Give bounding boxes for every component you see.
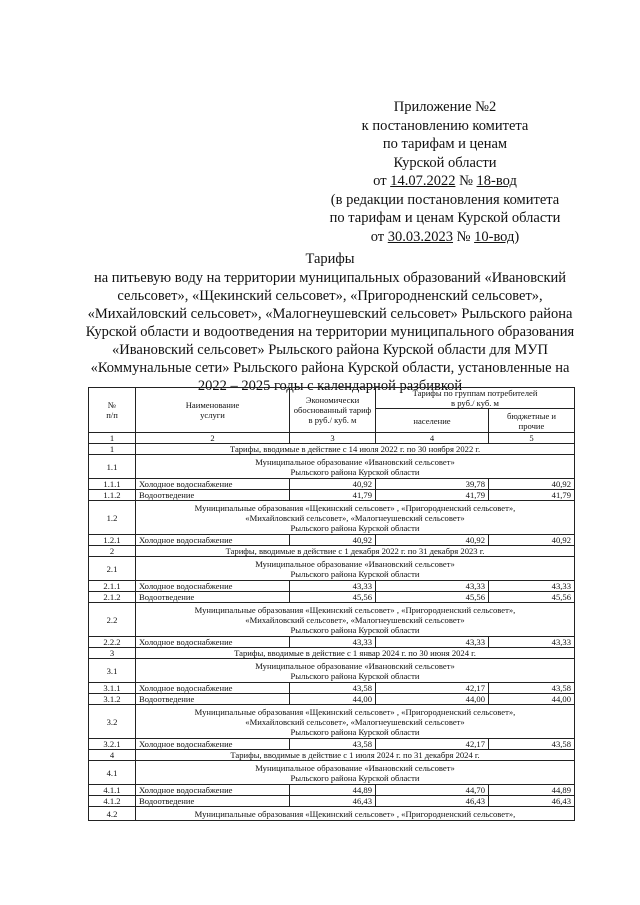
municipality-label: [136, 705, 575, 739]
row-number: 3.1: [89, 659, 136, 683]
municipality-line: «Михайловский сельсовет», «Малогнеушевский сельсовет»: [245, 716, 465, 727]
period-row: [89, 444, 575, 455]
municipality-row: [89, 761, 575, 785]
population-tariff: 44,00: [376, 694, 489, 705]
budget-tariff: 44,89: [489, 785, 575, 796]
municipality-line: Рыльского района Курской области: [290, 466, 420, 477]
title-line: «Коммунальные сети» Рыльского района Курской области, установленные на: [90, 360, 570, 376]
municipality-line: Рыльского района Курской области: [290, 670, 420, 681]
population-tariff: 42,17: [376, 683, 489, 694]
municipality-line: Рыльского района Курской области: [290, 522, 420, 533]
economic-tariff: 45,56: [290, 592, 376, 603]
period-label: Тарифы, вводимые в действие с 1 июля 2024 г. по 31 декабря 2024 г.: [136, 750, 575, 761]
municipality-row: [89, 705, 575, 739]
row-number: 1.1.1: [89, 479, 136, 490]
edition-date-line: [300, 228, 590, 247]
period-label: Тарифы, вводимые в действие с 1 декабря 2022 г. по 31 декабря 2023 г.: [136, 546, 575, 557]
economic-tariff: 43,58: [290, 683, 376, 694]
edition-line: (в редакции постановления комитета: [330, 191, 560, 208]
budget-tariff: 43,33: [489, 581, 575, 592]
title-line: «Ивановский сельсовет» Рыльского района Курской области для МУП: [112, 342, 548, 358]
budget-tariff: 40,92: [489, 479, 575, 490]
header-budget: бюджетные и прочие: [489, 409, 575, 433]
service-name: Водоотведение: [136, 796, 290, 807]
title-heading: Тарифы: [305, 251, 355, 267]
service-name: Холодное водоснабжение: [136, 479, 290, 490]
municipality-row: [89, 659, 575, 683]
budget-tariff: 41,79: [489, 490, 575, 501]
colnum: 5: [489, 433, 575, 444]
row-number: 2.1.2: [89, 592, 136, 603]
economic-tariff: 40,92: [290, 479, 376, 490]
row-number: 4.1.1: [89, 785, 136, 796]
budget-tariff: 44,00: [489, 694, 575, 705]
colnum: 2: [136, 433, 290, 444]
municipality-label: [136, 557, 575, 581]
title-line: на питьевую воду на территории муниципальных образований «Ивановский: [93, 270, 567, 286]
economic-tariff: 40,92: [290, 535, 376, 546]
title-body: [60, 269, 600, 395]
service-name: Холодное водоснабжение: [136, 535, 290, 546]
edition-line: по тарифам и ценам Курской области: [329, 210, 561, 226]
table-row: [89, 637, 575, 648]
population-tariff: 39,78: [376, 479, 489, 490]
municipality-line: Муниципальные образования «Щекинский сельсовет» , «Пригородненский сельсовет»,: [194, 706, 516, 717]
economic-tariff: 43,33: [290, 581, 376, 592]
resolution-date: 14.07.2022: [390, 173, 456, 189]
period-row: [89, 750, 575, 761]
municipality-row: [89, 557, 575, 581]
title-line: 2022 – 2025 годы с календарной разбивкой: [197, 378, 463, 394]
municipality-label: [136, 455, 575, 479]
municipality-line: Рыльского района Курской области: [290, 726, 420, 737]
budget-tariff: 40,92: [489, 535, 575, 546]
economic-tariff: 44,89: [290, 785, 376, 796]
row-number: 2: [89, 546, 136, 557]
column-numbers-row: [89, 433, 575, 444]
budget-tariff: 45,56: [489, 592, 575, 603]
edition-number-prefix: №: [453, 228, 475, 245]
economic-tariff: 43,33: [290, 637, 376, 648]
header-population: население: [376, 409, 489, 433]
title-line: «Михайловский сельсовет», «Малогнеушевский сельсовет» Рыльского района: [87, 306, 573, 322]
period-label: Тарифы, вводимые в действие с 14 июля 2022 г. по 30 ноября 2022 г.: [136, 444, 575, 455]
budget-tariff: 43,58: [489, 683, 575, 694]
budget-tariff: 46,43: [489, 796, 575, 807]
header-economic: Экономически обоснованный тариф в руб./ куб. м: [290, 388, 376, 433]
period-row: [89, 546, 575, 557]
table-row: [89, 490, 575, 501]
population-tariff: 40,92: [376, 535, 489, 546]
row-number: 4: [89, 750, 136, 761]
municipality-line: Рыльского района Курской области: [290, 772, 420, 783]
population-tariff: 41,79: [376, 490, 489, 501]
municipality-row: [89, 807, 575, 821]
municipality-line: Муниципальное образование «Ивановский сельсовет»: [255, 762, 455, 773]
appendix-line: к постановлению комитета: [361, 117, 529, 134]
appendix-header: [300, 98, 590, 246]
population-tariff: 44,70: [376, 785, 489, 796]
table-row: [89, 785, 575, 796]
service-name: Водоотведение: [136, 694, 290, 705]
table-row: [89, 479, 575, 490]
period-label: Тарифы, вводимые в действие с 1 январ 2024 г. по 30 июня 2024 г.: [136, 648, 575, 659]
number-prefix: №: [455, 173, 477, 189]
service-name: Холодное водоснабжение: [136, 683, 290, 694]
municipality-line: «Михайловский сельсовет», «Малогнеушевский сельсовет»: [245, 512, 465, 523]
service-name: Холодное водоснабжение: [136, 739, 290, 750]
population-tariff: 45,56: [376, 592, 489, 603]
population-tariff: 46,43: [376, 796, 489, 807]
colnum: 4: [376, 433, 489, 444]
economic-tariff: 41,79: [290, 490, 376, 501]
header-groups: Тарифы по группам потребителей в руб./ куб. м: [376, 388, 575, 409]
municipality-label: [136, 501, 575, 535]
date-prefix: от: [373, 173, 391, 189]
row-number: 1.2.1: [89, 535, 136, 546]
resolution-number: 18-вод: [476, 173, 517, 189]
service-name: Холодное водоснабжение: [136, 637, 290, 648]
appendix-line: Курской области: [393, 154, 497, 171]
row-number: 4.1: [89, 761, 136, 785]
municipality-line: Муниципальные образования «Щекинский сельсовет» , «Пригородненский сельсовет»,: [194, 808, 516, 819]
row-number: 1.1: [89, 455, 136, 479]
row-number: 2.1.1: [89, 581, 136, 592]
title-line: сельсовет», «Щекинский сельсовет», «Пригородненский сельсовет»,: [117, 288, 543, 304]
table-row: [89, 796, 575, 807]
municipality-line: Муниципальные образования «Щекинский сельсовет» , «Пригородненский сельсовет»,: [194, 604, 516, 615]
appendix-title: Приложение №2: [393, 99, 497, 115]
economic-tariff: 44,00: [290, 694, 376, 705]
population-tariff: 43,33: [376, 637, 489, 648]
budget-tariff: 43,33: [489, 637, 575, 648]
table-row: [89, 683, 575, 694]
table-row: [89, 592, 575, 603]
municipality-label: [136, 603, 575, 637]
header-num: № п/п: [89, 388, 136, 433]
economic-tariff: 46,43: [290, 796, 376, 807]
municipality-line: Муниципальное образование «Ивановский сельсовет»: [255, 558, 455, 569]
table-row: [89, 694, 575, 705]
municipality-row: [89, 455, 575, 479]
row-number: 4.2: [89, 807, 136, 821]
municipality-label: [136, 761, 575, 785]
service-name: Холодное водоснабжение: [136, 785, 290, 796]
colnum: 1: [89, 433, 136, 444]
tariff-table: [88, 387, 575, 821]
row-number: 3.2: [89, 705, 136, 739]
municipality-label: [136, 659, 575, 683]
colnum: 3: [290, 433, 376, 444]
row-number: 3.1.1: [89, 683, 136, 694]
edition-date: 30.03.2023: [387, 228, 454, 245]
municipality-line: Муниципальное образование «Ивановский сельсовет»: [255, 660, 455, 671]
row-number: 2.2.2: [89, 637, 136, 648]
appendix-date-line: [300, 172, 590, 191]
municipality-row: [89, 603, 575, 637]
row-number: 3.2.1: [89, 739, 136, 750]
municipality-line: Рыльского района Курской области: [290, 624, 420, 635]
municipality-row: [89, 501, 575, 535]
population-tariff: 42,17: [376, 739, 489, 750]
table-row: [89, 739, 575, 750]
service-name: Водоотведение: [136, 592, 290, 603]
row-number: 2.1: [89, 557, 136, 581]
edition-number: 10-вод: [474, 228, 515, 245]
table-row: [89, 535, 575, 546]
municipality-label: [136, 807, 575, 821]
economic-tariff: 43,58: [290, 739, 376, 750]
row-number: 1.1.2: [89, 490, 136, 501]
edition-close: ): [514, 228, 520, 245]
population-tariff: 43,33: [376, 581, 489, 592]
row-number: 3: [89, 648, 136, 659]
budget-tariff: 43,58: [489, 739, 575, 750]
edition-date-prefix: от: [370, 228, 388, 245]
row-number: 3.1.2: [89, 694, 136, 705]
municipality-line: Рыльского района Курской области: [290, 568, 420, 579]
row-number: 4.1.2: [89, 796, 136, 807]
service-name: Холодное водоснабжение: [136, 581, 290, 592]
table-row: [89, 581, 575, 592]
row-number: 1: [89, 444, 136, 455]
municipality-line: Муниципальные образования «Щекинский сельсовет» , «Пригородненский сельсовет»,: [194, 502, 516, 513]
period-row: [89, 648, 575, 659]
municipality-line: «Михайловский сельсовет», «Малогнеушевский сельсовет»: [245, 614, 465, 625]
header-service: Наименование услуги: [136, 388, 290, 433]
row-number: 2.2: [89, 603, 136, 637]
title-line: Курской области и водоотведения на территории муниципального образования: [85, 324, 575, 340]
municipality-line: Муниципальное образование «Ивановский сельсовет»: [255, 456, 455, 467]
document-title: [60, 250, 600, 395]
service-name: Водоотведение: [136, 490, 290, 501]
row-number: 1.2: [89, 501, 136, 535]
appendix-line: по тарифам и ценам: [382, 136, 508, 152]
